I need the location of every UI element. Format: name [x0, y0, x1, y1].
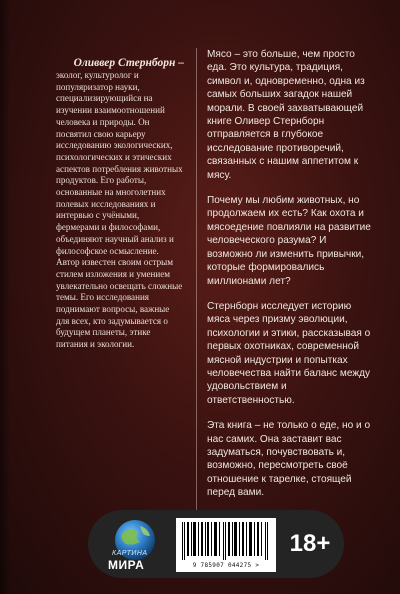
author-name: Оливвер Стернборн –	[73, 57, 184, 69]
book-blurb	[207, 48, 372, 512]
author-bio-block	[56, 56, 184, 351]
age-rating-badge: 18+	[289, 530, 331, 557]
publisher-name: МИРА	[108, 558, 145, 572]
blurb-paragraph-3: Стернборн исследует историю мяса через призму эволюции, психологии и этики, рассказывая о первых охотниках, современной мясной индустрии и попытках человечества найти баланс между удовольствием и ответственностью.	[207, 300, 371, 406]
publisher-name-small: КАРТИНА	[112, 550, 148, 557]
blurb-paragraph-1: Мясо – это больше, чем просто еда. Это культура, традиция, символ и, одновременно, одна из самых больших загадок нашей морали. В своей захватывающей книге Оливер Стернборн отправляется в глубокое исследование противоречий, связанных с нашим аппетитом к мясу.	[207, 49, 365, 181]
blurb-paragraph-4: Эта книга – не только о еде, но и о нас самих. Она заставит вас задуматься, почувствовать и, возможно, пересмотреть своё отношение к тарелке, стоящей перед вами.	[207, 420, 371, 499]
blurb-paragraph-2: Почему мы любим животных, но продолжаем их есть? Как охота и мясоедение повлияли на развитие человеческого разума? И возможно ли изменить привычки, которые формировались миллионами лет?	[207, 195, 371, 287]
isbn-number: 9 785907 044275 >	[192, 562, 260, 569]
column-divider	[196, 48, 197, 518]
spine-shadow	[0, 0, 10, 594]
author-bio-text: эколог, культуролог и популяризатор науки, специализирующийся на изучении взаимоотношений человека и природы. Он посвятил свою карьеру исследованию экологических, психологических и этических аспектов потребления животных продуктов. Его работы, основанные на многолетних полевых исследованиях и интервью с учёными, фермерами и философами, объединяют научный анализ и философское осмысление. Автор известен своим острым стилем изложения и умением увлекательно освещать сложные темы. Его исследования поднимают вопросы, важные для всех, кто задумывается о будущем планеты, этике питания и экологии.	[56, 70, 183, 350]
